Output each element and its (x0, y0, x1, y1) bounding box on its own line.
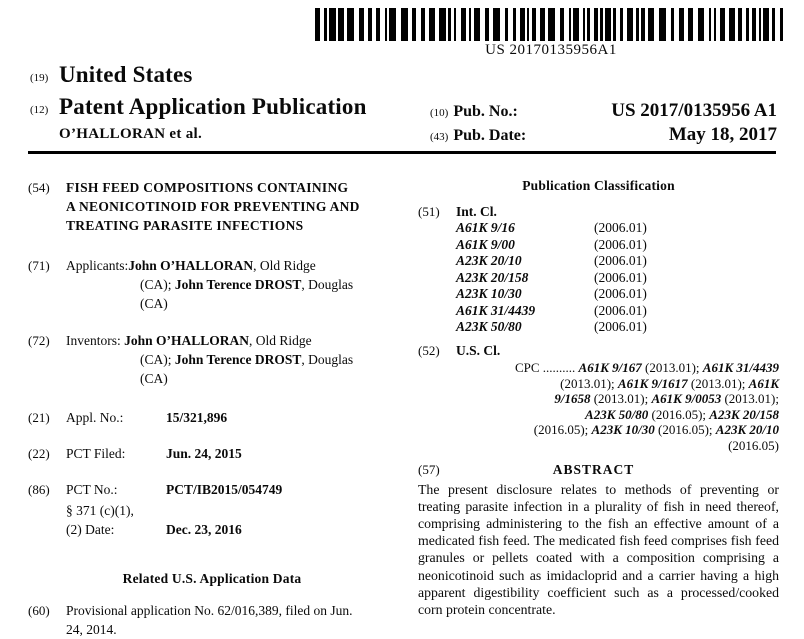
ref-72: (72) (28, 333, 50, 348)
s371-date-value: Dec. 23, 2016 (166, 522, 242, 537)
s371-clause: § 371 (c)(1), (66, 503, 134, 518)
appl-no-section (28, 408, 396, 427)
header-divider (28, 151, 776, 154)
text-line: (CA); John Terence DROST, Douglas (140, 352, 354, 367)
pct-filed-label: PCT Filed: (66, 446, 126, 461)
int-cl-code: A61K 9/00 (456, 236, 515, 252)
provisional-text (66, 601, 396, 639)
int-cl-section (418, 204, 779, 221)
text-line: Applicants:John O’HALLORAN, Old Ridge (66, 258, 316, 273)
applicants-section (28, 256, 396, 313)
int-cl-row (456, 237, 779, 254)
ref-54: (54) (28, 180, 50, 195)
ref-51: (51) (418, 203, 440, 219)
left-column (28, 178, 396, 639)
int-cl-code: A61K 9/16 (456, 220, 515, 235)
int-cl-row (456, 303, 779, 320)
int-cl-row (456, 253, 779, 270)
text-line: (2016.05); A23K 10/30 (2016.05); A23K 20/10 (533, 422, 779, 437)
ref-19: (19) (30, 72, 49, 84)
abstract-heading-row (418, 462, 779, 479)
ref-21: (21) (28, 410, 50, 425)
int-cl-table (418, 220, 779, 336)
text-line: (CA); John Terence DROST, Douglas (140, 277, 354, 292)
int-cl-version: (2006.01) (594, 236, 647, 252)
int-cl-code: A23K 50/80 (456, 319, 522, 334)
int-cl-row (456, 220, 779, 237)
pct-no-section (28, 480, 396, 499)
pub-date-value: May 18, 2017 (668, 124, 777, 145)
int-cl-row (456, 270, 779, 287)
barcode-number: US 20170135956A1 (485, 42, 617, 58)
int-cl-row (456, 319, 779, 336)
text-line: TREATING PARASITE INFECTIONS (66, 218, 304, 233)
ref-60: (60) (28, 603, 50, 618)
text-line: Inventors: John O’HALLORAN, Old Ridge (66, 333, 312, 348)
int-cl-code: A61K 31/4439 (456, 302, 536, 318)
abstract-heading: ABSTRACT (552, 462, 635, 477)
text-line: (CA) (140, 296, 168, 311)
int-cl-version: (2006.01) (594, 286, 647, 301)
ref-57: (57) (418, 462, 440, 477)
barcode (312, 8, 790, 59)
country-name: United States (59, 62, 193, 87)
pct-no-label: PCT No.: (66, 482, 118, 497)
text-line: A23K 50/80 (2016.05); A23K 20/158 (585, 406, 779, 422)
invention-title (66, 178, 396, 235)
text-line: 24, 2014. (66, 622, 117, 637)
pct-filed-value: Jun. 24, 2015 (166, 446, 242, 461)
ref-10: (10) (430, 107, 449, 119)
pub-no-value: US 2017/0135956 A1 (611, 100, 777, 121)
ref-12: (12) (30, 104, 49, 116)
int-cl-version: (2006.01) (594, 319, 647, 334)
pct-filed-section (28, 444, 396, 463)
ref-52: (52) (418, 342, 440, 358)
appl-no-label: Appl. No.: (66, 410, 124, 425)
publication-number-row (430, 100, 777, 122)
publication-classification-heading: Publication Classification (522, 178, 675, 193)
ref-86: (86) (28, 482, 50, 497)
abstract-text: The present disclosure relates to methods of preventing or treating parasite infection in a plurality of fish in need thereof, comprising administering to the fish an effective amount of a medicated fish feed. The medicated fish feed comprises fish feed granules or pellets coated with a composition comprising a neonicotinoid such as imidacloprid and a carrier having a high apparent digestibility coefficient such as a processed/cooked corn protein concentrate. (418, 481, 779, 617)
int-cl-version: (2006.01) (594, 253, 647, 268)
text-line: (2016.05) (728, 437, 779, 453)
provisional-section (28, 601, 396, 639)
text-line: A NEONICOTINOID FOR PREVENTING AND (66, 199, 360, 214)
text-line: Provisional application No. 62/016,389, filed on Jun. (66, 603, 353, 618)
int-cl-version: (2006.01) (594, 302, 647, 318)
barcode-bars (313, 8, 789, 41)
applicant-name-header: O’HALLORAN et al. (59, 126, 203, 142)
inventors-text (66, 331, 396, 388)
text-line: (2013.01); A61K 9/1617 (2013.01); A61K (560, 375, 779, 391)
int-cl-code: A23K 10/30 (456, 286, 522, 301)
int-cl-version: (2006.01) (594, 269, 647, 285)
int-cl-code: A23K 20/10 (456, 253, 522, 268)
int-cl-version: (2006.01) (594, 220, 647, 235)
text-line: 9/1658 (2013.01); A61K 9/0053 (2013.01); (554, 391, 779, 406)
ref-71: (71) (28, 258, 50, 273)
ref-43: (43) (430, 131, 449, 143)
int-cl-code: A23K 20/158 (456, 269, 529, 285)
right-column (418, 178, 779, 618)
document-kind: Patent Application Publication (59, 94, 367, 119)
pub-no-label: Pub. No.: (453, 103, 518, 120)
text-line: CPC .......... A61K 9/167 (2013.01); A61K 31/4439 (514, 360, 779, 375)
int-cl-label: Int. Cl. (456, 203, 497, 219)
publication-date-row (430, 124, 777, 146)
title-section (28, 178, 396, 256)
us-cl-label: U.S. Cl. (456, 342, 501, 358)
text-line: (CA) (140, 371, 168, 386)
pub-date-label: Pub. Date: (453, 127, 527, 144)
section-371 (28, 501, 396, 539)
us-cl-section (418, 343, 779, 360)
s371-date-label: (2) Date: (66, 522, 115, 537)
inventors-section (28, 331, 396, 388)
related-data-heading: Related U.S. Application Data (122, 571, 302, 586)
int-cl-row (456, 286, 779, 303)
pct-no-value: PCT/IB2015/054749 (166, 482, 283, 497)
applicants-text (66, 256, 396, 313)
text-line: FISH FEED COMPOSITIONS CONTAINING (66, 180, 349, 195)
cpc-classifications (418, 360, 779, 453)
appl-no-value: 15/321,896 (166, 410, 228, 425)
ref-22: (22) (28, 446, 50, 461)
